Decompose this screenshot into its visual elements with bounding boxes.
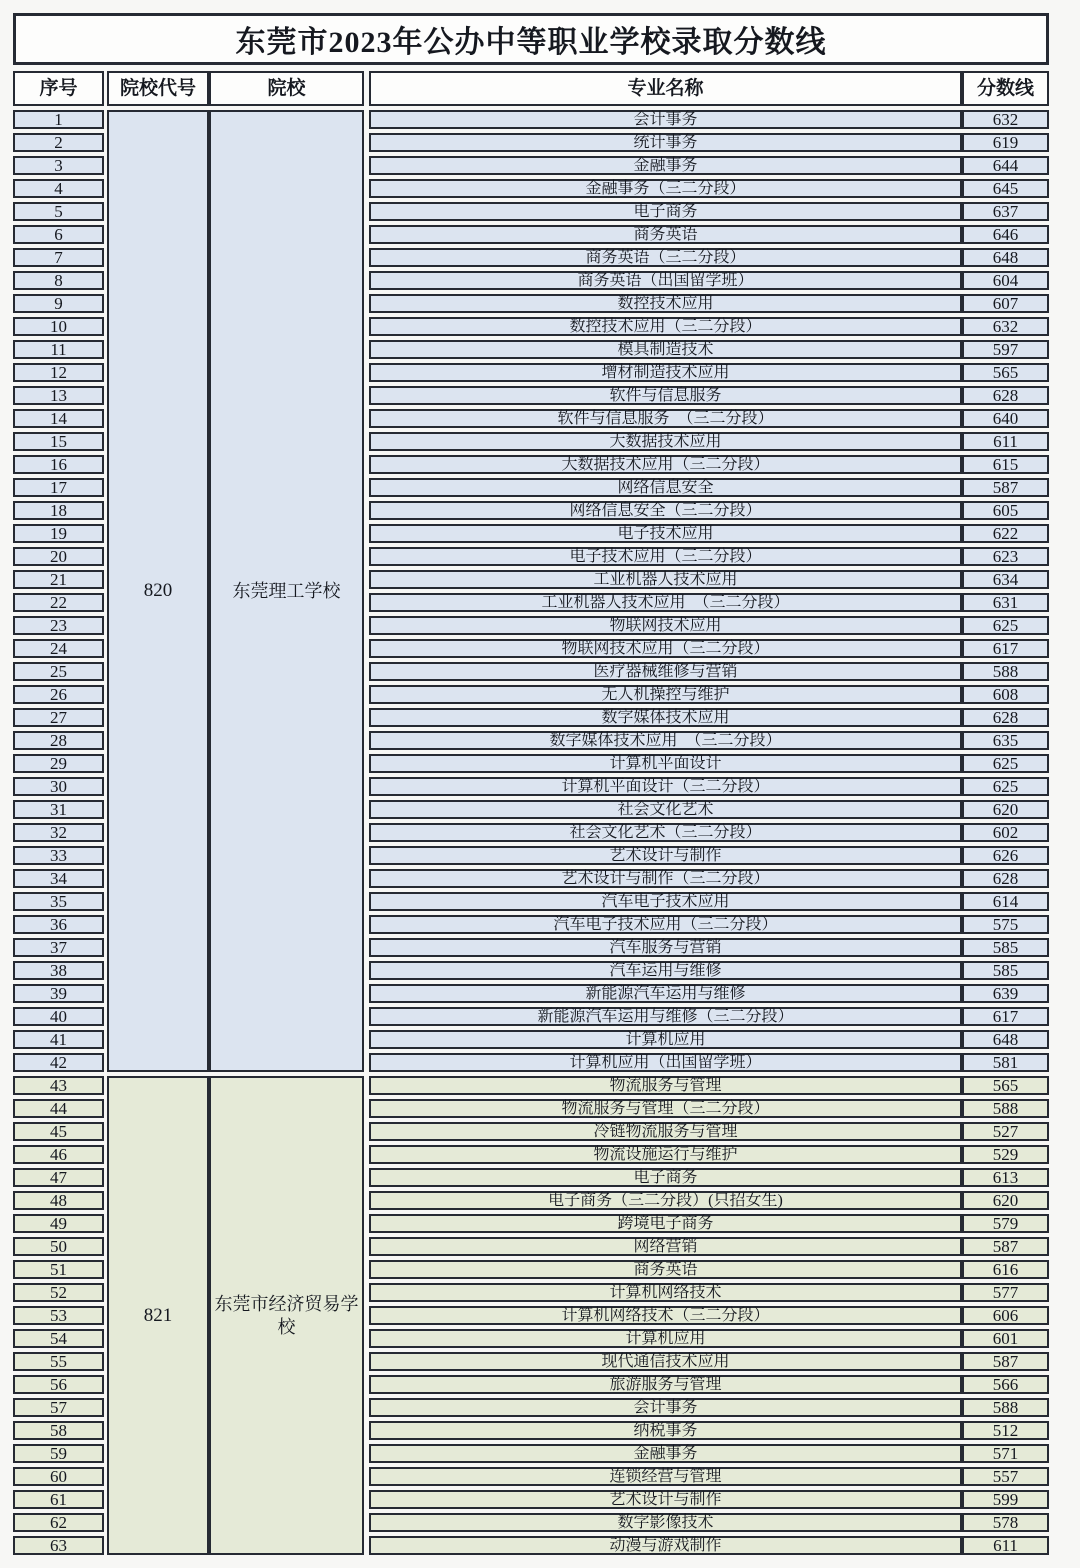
- major-cell: 艺术设计与制作: [369, 1490, 962, 1509]
- major-cell: 电子技术应用（三二分段）: [369, 547, 962, 566]
- score-cell: 645: [962, 179, 1049, 198]
- score-cell: 617: [962, 639, 1049, 658]
- major-cell: 物流服务与管理（三二分段）: [369, 1099, 962, 1118]
- score-cell: 588: [962, 1398, 1049, 1417]
- seq-cell: 49: [13, 1214, 104, 1233]
- score-cell: 644: [962, 156, 1049, 175]
- score-cell: 625: [962, 616, 1049, 635]
- score-cell: 588: [962, 1099, 1049, 1118]
- seq-cell: 22: [13, 593, 104, 612]
- score-cell: 625: [962, 777, 1049, 796]
- major-cell: 网络信息安全（三二分段）: [369, 501, 962, 520]
- score-cell: 632: [962, 317, 1049, 336]
- score-cell: 615: [962, 455, 1049, 474]
- score-cell: 512: [962, 1421, 1049, 1440]
- score-cell: 571: [962, 1444, 1049, 1463]
- seq-cell: 33: [13, 846, 104, 865]
- major-cell: 汽车电子技术应用（三二分段）: [369, 915, 962, 934]
- major-cell: 商务英语: [369, 225, 962, 244]
- score-cell: 622: [962, 524, 1049, 543]
- seq-cell: 9: [13, 294, 104, 313]
- major-cell: 物联网技术应用: [369, 616, 962, 635]
- major-cell: 电子商务（三二分段）(只招女生): [369, 1191, 962, 1210]
- major-cell: 数字影像技术: [369, 1513, 962, 1532]
- major-cell: 现代通信技术应用: [369, 1352, 962, 1371]
- major-cell: 艺术设计与制作（三二分段）: [369, 869, 962, 888]
- score-cell: 620: [962, 1191, 1049, 1210]
- major-cell: 连锁经营与管理: [369, 1467, 962, 1486]
- major-cell: 数字媒体技术应用 （三二分段）: [369, 731, 962, 750]
- seq-cell: 34: [13, 869, 104, 888]
- seq-cell: 1: [13, 110, 104, 129]
- seq-cell: 63: [13, 1536, 104, 1555]
- major-cell: 物流设施运行与维护: [369, 1145, 962, 1164]
- major-cell: 数控技术应用: [369, 294, 962, 313]
- score-cell: 632: [962, 110, 1049, 129]
- major-cell: 汽车运用与维修: [369, 961, 962, 980]
- seq-cell: 61: [13, 1490, 104, 1509]
- score-cell: 601: [962, 1329, 1049, 1348]
- major-cell: 数字媒体技术应用: [369, 708, 962, 727]
- seq-cell: 47: [13, 1168, 104, 1187]
- header-score: 分数线: [962, 71, 1049, 106]
- major-cell: 软件与信息服务 （三二分段）: [369, 409, 962, 428]
- seq-cell: 60: [13, 1467, 104, 1486]
- seq-cell: 15: [13, 432, 104, 451]
- score-cell: 648: [962, 1030, 1049, 1049]
- school-name-cell: 东莞市经济贸易学校: [209, 1076, 364, 1555]
- major-cell: 数控技术应用（三二分段）: [369, 317, 962, 336]
- major-cell: 纳税事务: [369, 1421, 962, 1440]
- major-cell: 计算机应用: [369, 1030, 962, 1049]
- major-cell: 网络营销: [369, 1237, 962, 1256]
- score-cell: 607: [962, 294, 1049, 313]
- major-cell: 会计事务: [369, 1398, 962, 1417]
- major-cell: 会计事务: [369, 110, 962, 129]
- score-cell: 527: [962, 1122, 1049, 1141]
- score-cell: 648: [962, 248, 1049, 267]
- score-cell: 628: [962, 869, 1049, 888]
- seq-cell: 44: [13, 1099, 104, 1118]
- score-cell: 611: [962, 432, 1049, 451]
- score-cell: 606: [962, 1306, 1049, 1325]
- major-cell: 商务英语（出国留学班）: [369, 271, 962, 290]
- major-cell: 计算机网络技术: [369, 1283, 962, 1302]
- score-cell: 581: [962, 1053, 1049, 1072]
- seq-cell: 41: [13, 1030, 104, 1049]
- score-cell: 579: [962, 1214, 1049, 1233]
- score-cell: 635: [962, 731, 1049, 750]
- school-name-cell: 东莞理工学校: [209, 110, 364, 1072]
- score-cell: 587: [962, 1352, 1049, 1371]
- score-cell: 597: [962, 340, 1049, 359]
- score-cell: 599: [962, 1490, 1049, 1509]
- score-cell: 587: [962, 478, 1049, 497]
- score-cell: 634: [962, 570, 1049, 589]
- major-cell: 医疗器械维修与营销: [369, 662, 962, 681]
- header-major: 专业名称: [369, 71, 962, 106]
- seq-cell: 3: [13, 156, 104, 175]
- score-cell: 565: [962, 1076, 1049, 1095]
- seq-cell: 5: [13, 202, 104, 221]
- major-cell: 社会文化艺术（三二分段）: [369, 823, 962, 842]
- seq-cell: 58: [13, 1421, 104, 1440]
- score-cell: 585: [962, 938, 1049, 957]
- seq-cell: 27: [13, 708, 104, 727]
- seq-cell: 39: [13, 984, 104, 1003]
- seq-cell: 12: [13, 363, 104, 382]
- major-cell: 物联网技术应用（三二分段）: [369, 639, 962, 658]
- seq-cell: 19: [13, 524, 104, 543]
- score-cell: 626: [962, 846, 1049, 865]
- score-cell: 623: [962, 547, 1049, 566]
- major-cell: 电子商务: [369, 202, 962, 221]
- major-cell: 计算机平面设计: [369, 754, 962, 773]
- score-cell: 646: [962, 225, 1049, 244]
- major-cell: 物流服务与管理: [369, 1076, 962, 1095]
- seq-cell: 38: [13, 961, 104, 980]
- score-cell: 566: [962, 1375, 1049, 1394]
- score-cell: 575: [962, 915, 1049, 934]
- seq-cell: 53: [13, 1306, 104, 1325]
- seq-cell: 24: [13, 639, 104, 658]
- major-cell: 金融事务: [369, 156, 962, 175]
- major-cell: 新能源汽车运用与维修: [369, 984, 962, 1003]
- seq-cell: 26: [13, 685, 104, 704]
- major-cell: 计算机应用（出国留学班）: [369, 1053, 962, 1072]
- seq-cell: 8: [13, 271, 104, 290]
- major-cell: 计算机平面设计（三二分段）: [369, 777, 962, 796]
- major-cell: 跨境电子商务: [369, 1214, 962, 1233]
- major-cell: 新能源汽车运用与维修（三二分段）: [369, 1007, 962, 1026]
- major-cell: 商务英语: [369, 1260, 962, 1279]
- seq-cell: 7: [13, 248, 104, 267]
- score-cell: 639: [962, 984, 1049, 1003]
- major-cell: 动漫与游戏制作: [369, 1536, 962, 1555]
- seq-cell: 35: [13, 892, 104, 911]
- score-cell: 604: [962, 271, 1049, 290]
- score-cell: 578: [962, 1513, 1049, 1532]
- score-cell: 587: [962, 1237, 1049, 1256]
- seq-cell: 21: [13, 570, 104, 589]
- major-cell: 商务英语（三二分段）: [369, 248, 962, 267]
- score-cell: 617: [962, 1007, 1049, 1026]
- seq-cell: 51: [13, 1260, 104, 1279]
- seq-cell: 59: [13, 1444, 104, 1463]
- major-cell: 大数据技术应用: [369, 432, 962, 451]
- seq-cell: 29: [13, 754, 104, 773]
- seq-cell: 45: [13, 1122, 104, 1141]
- score-cell: 628: [962, 386, 1049, 405]
- score-cell: 613: [962, 1168, 1049, 1187]
- score-cell: 529: [962, 1145, 1049, 1164]
- header-school: 院校: [209, 71, 364, 106]
- seq-cell: 31: [13, 800, 104, 819]
- major-cell: 网络信息安全: [369, 478, 962, 497]
- major-cell: 增材制造技术应用: [369, 363, 962, 382]
- major-cell: 汽车服务与营销: [369, 938, 962, 957]
- major-cell: 模具制造技术: [369, 340, 962, 359]
- major-cell: 软件与信息服务: [369, 386, 962, 405]
- seq-cell: 42: [13, 1053, 104, 1072]
- seq-cell: 14: [13, 409, 104, 428]
- seq-cell: 6: [13, 225, 104, 244]
- score-cell: 628: [962, 708, 1049, 727]
- seq-cell: 16: [13, 455, 104, 474]
- seq-cell: 25: [13, 662, 104, 681]
- seq-cell: 13: [13, 386, 104, 405]
- score-cell: 614: [962, 892, 1049, 911]
- major-cell: 电子商务: [369, 1168, 962, 1187]
- major-cell: 计算机网络技术（三二分段）: [369, 1306, 962, 1325]
- major-cell: 计算机应用: [369, 1329, 962, 1348]
- seq-cell: 48: [13, 1191, 104, 1210]
- seq-cell: 32: [13, 823, 104, 842]
- seq-cell: 43: [13, 1076, 104, 1095]
- seq-cell: 56: [13, 1375, 104, 1394]
- score-cell: 602: [962, 823, 1049, 842]
- major-cell: 无人机操控与维护: [369, 685, 962, 704]
- major-cell: 工业机器人技术应用: [369, 570, 962, 589]
- major-cell: 汽车电子技术应用: [369, 892, 962, 911]
- seq-cell: 20: [13, 547, 104, 566]
- seq-cell: 28: [13, 731, 104, 750]
- seq-cell: 52: [13, 1283, 104, 1302]
- seq-cell: 2: [13, 133, 104, 152]
- score-cell: 637: [962, 202, 1049, 221]
- seq-cell: 11: [13, 340, 104, 359]
- seq-cell: 23: [13, 616, 104, 635]
- score-cell: 557: [962, 1467, 1049, 1486]
- seq-cell: 57: [13, 1398, 104, 1417]
- major-cell: 金融事务（三二分段）: [369, 179, 962, 198]
- score-cell: 608: [962, 685, 1049, 704]
- major-cell: 电子技术应用: [369, 524, 962, 543]
- seq-cell: 50: [13, 1237, 104, 1256]
- seq-cell: 46: [13, 1145, 104, 1164]
- major-cell: 工业机器人技术应用 （三二分段）: [369, 593, 962, 612]
- score-cell: 585: [962, 961, 1049, 980]
- score-cell: 620: [962, 800, 1049, 819]
- seq-cell: 36: [13, 915, 104, 934]
- header-seq: 序号: [13, 71, 104, 106]
- seq-cell: 54: [13, 1329, 104, 1348]
- school-code-cell: 821: [107, 1076, 209, 1555]
- seq-cell: 40: [13, 1007, 104, 1026]
- seq-cell: 62: [13, 1513, 104, 1532]
- major-cell: 金融事务: [369, 1444, 962, 1463]
- score-cell: 619: [962, 133, 1049, 152]
- seq-cell: 4: [13, 179, 104, 198]
- score-cell: 605: [962, 501, 1049, 520]
- score-cell: 588: [962, 662, 1049, 681]
- score-table: [13, 71, 1049, 1555]
- page-title: 东莞市2023年公办中等职业学校录取分数线: [13, 13, 1049, 65]
- school-code-cell: 820: [107, 110, 209, 1072]
- major-cell: 冷链物流服务与管理: [369, 1122, 962, 1141]
- major-cell: 大数据技术应用（三二分段）: [369, 455, 962, 474]
- score-cell: 565: [962, 363, 1049, 382]
- header-school-code: 院校代号: [107, 71, 209, 106]
- major-cell: 旅游服务与管理: [369, 1375, 962, 1394]
- seq-cell: 30: [13, 777, 104, 796]
- score-cell: 631: [962, 593, 1049, 612]
- seq-cell: 18: [13, 501, 104, 520]
- score-cell: 625: [962, 754, 1049, 773]
- score-cell: 611: [962, 1536, 1049, 1555]
- score-cell: 640: [962, 409, 1049, 428]
- seq-cell: 10: [13, 317, 104, 336]
- major-cell: 社会文化艺术: [369, 800, 962, 819]
- score-cell: 616: [962, 1260, 1049, 1279]
- seq-cell: 55: [13, 1352, 104, 1371]
- score-cell: 577: [962, 1283, 1049, 1302]
- seq-cell: 37: [13, 938, 104, 957]
- seq-cell: 17: [13, 478, 104, 497]
- major-cell: 艺术设计与制作: [369, 846, 962, 865]
- major-cell: 统计事务: [369, 133, 962, 152]
